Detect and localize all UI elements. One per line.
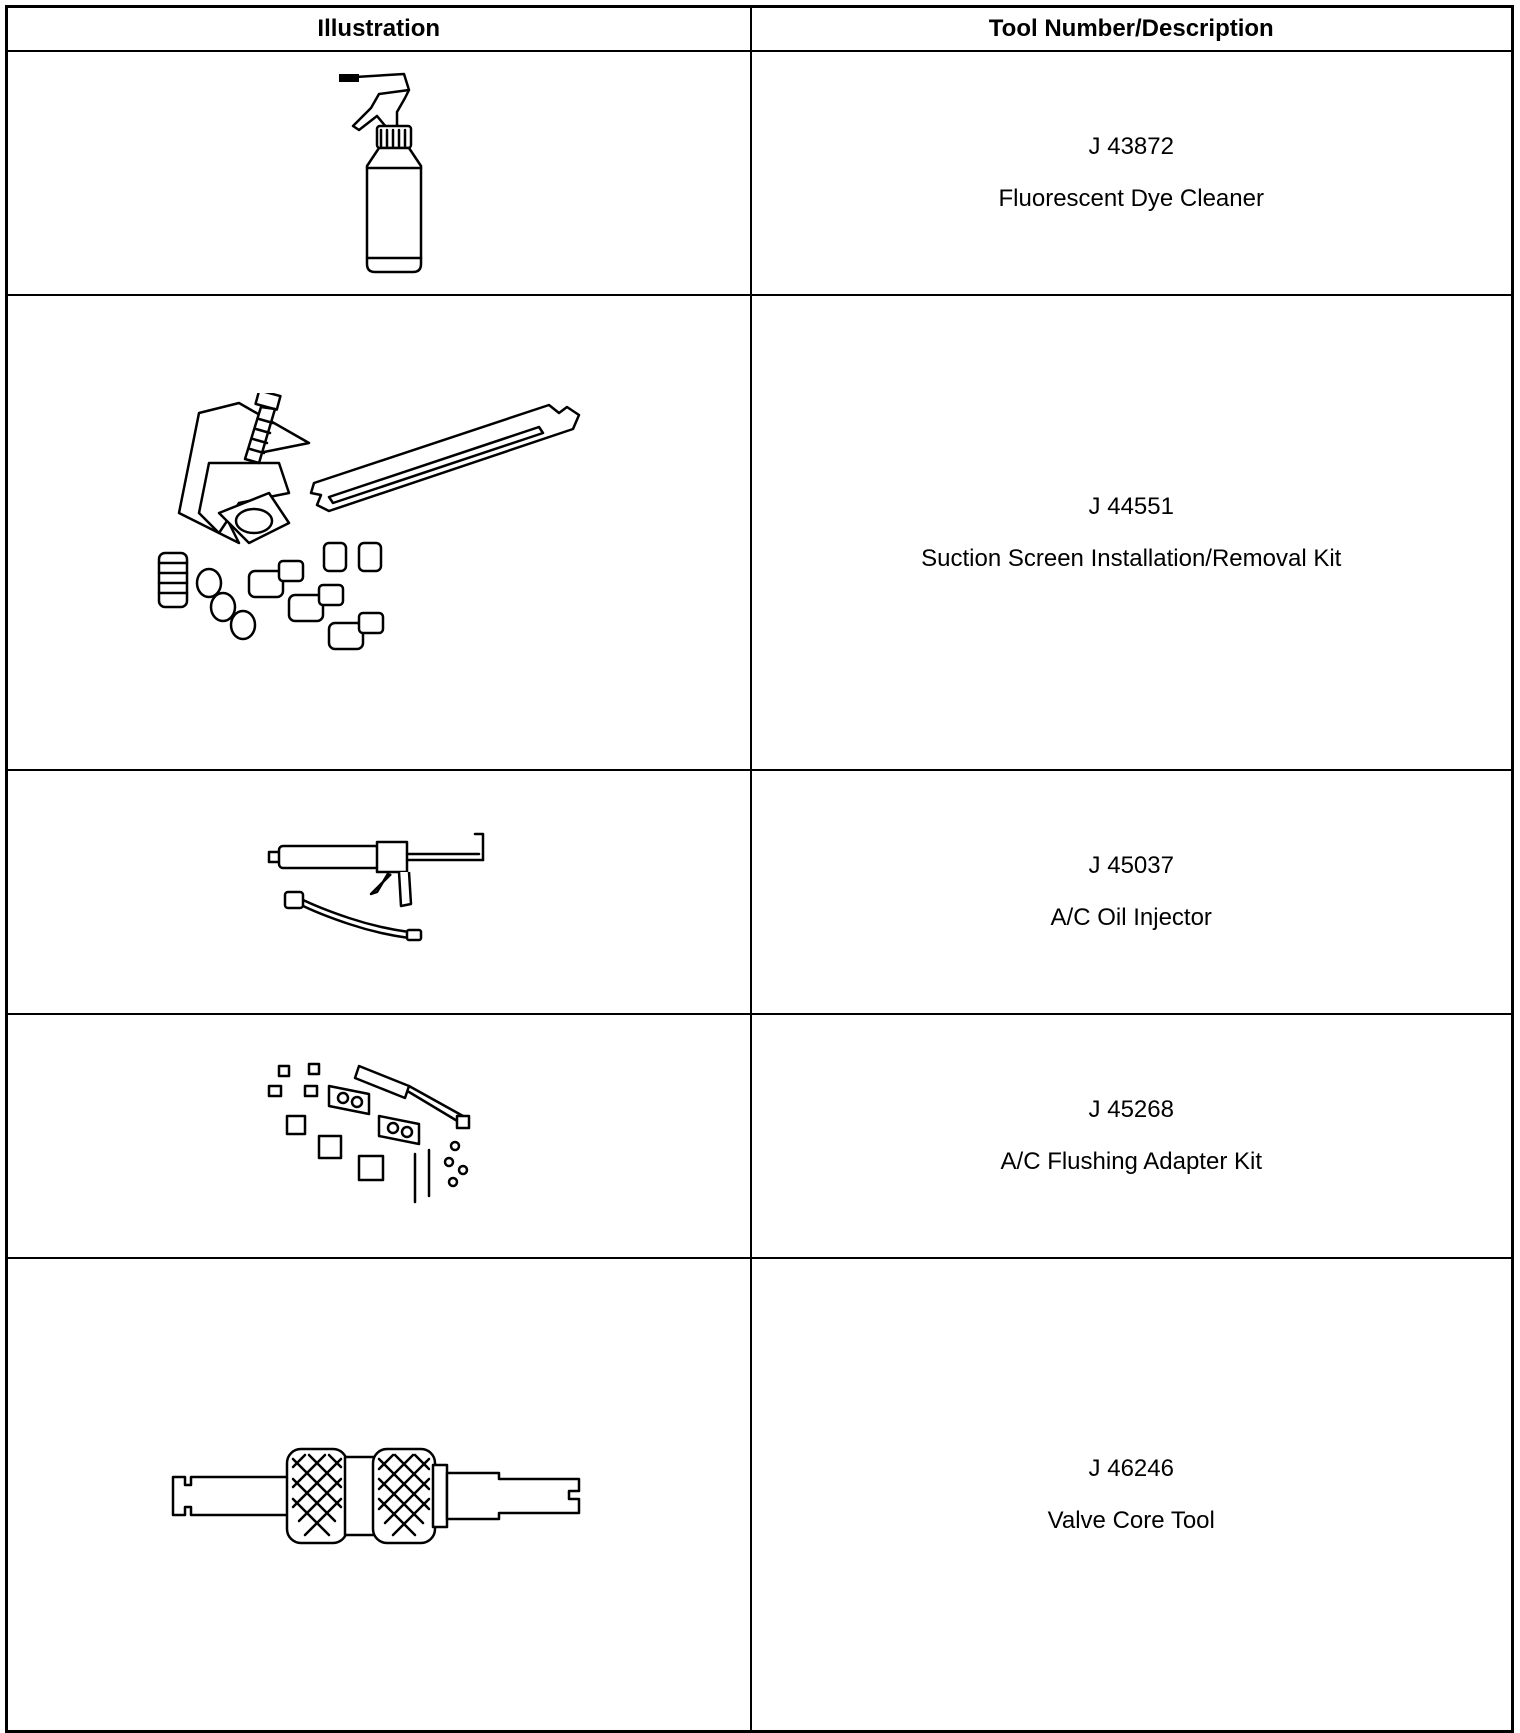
- table-row: [7, 1014, 1513, 1258]
- table-row: [7, 295, 1513, 770]
- illustration-cell: [7, 770, 751, 1014]
- header-illustration: Illustration: [7, 7, 751, 52]
- clamp-kit-icon: [139, 393, 619, 673]
- description-cell: [751, 770, 1513, 1014]
- table-row: [7, 770, 1513, 1014]
- tool-table: [5, 5, 1514, 1733]
- description-cell: [751, 1014, 1513, 1258]
- description-cell: [751, 1258, 1513, 1732]
- flushing-adapter-kit-icon: [259, 1056, 499, 1216]
- caulk-gun-injector-icon: [259, 832, 499, 952]
- tool-number: J 45037: [1088, 852, 1174, 879]
- description-cell: [751, 51, 1513, 295]
- tool-number: J 45268: [1088, 1096, 1174, 1123]
- tool-name: A/C Oil Injector: [1050, 904, 1212, 931]
- tool-name: A/C Flushing Adapter Kit: [1000, 1148, 1262, 1175]
- tool-number: J 46246: [1088, 1454, 1174, 1482]
- header-description: Tool Number/Description: [751, 7, 1513, 52]
- tool-name: Valve Core Tool: [1047, 1506, 1215, 1534]
- illustration-cell: [7, 51, 751, 295]
- illustration-cell: [7, 295, 751, 770]
- tool-number: J 44551: [1088, 492, 1174, 520]
- table-row: [7, 1258, 1513, 1732]
- tool-name: Fluorescent Dye Cleaner: [998, 185, 1264, 212]
- tool-number: J 43872: [1088, 133, 1174, 160]
- description-cell: [751, 295, 1513, 770]
- illustration-cell: [7, 1258, 751, 1732]
- illustration-cell: [7, 1014, 751, 1258]
- spray-bottle-icon: [309, 68, 449, 278]
- table-row: [7, 51, 1513, 295]
- table-header-row: [7, 7, 1513, 52]
- valve-core-tool-icon: [169, 1435, 589, 1555]
- tool-name: Suction Screen Installation/Removal Kit: [921, 544, 1342, 572]
